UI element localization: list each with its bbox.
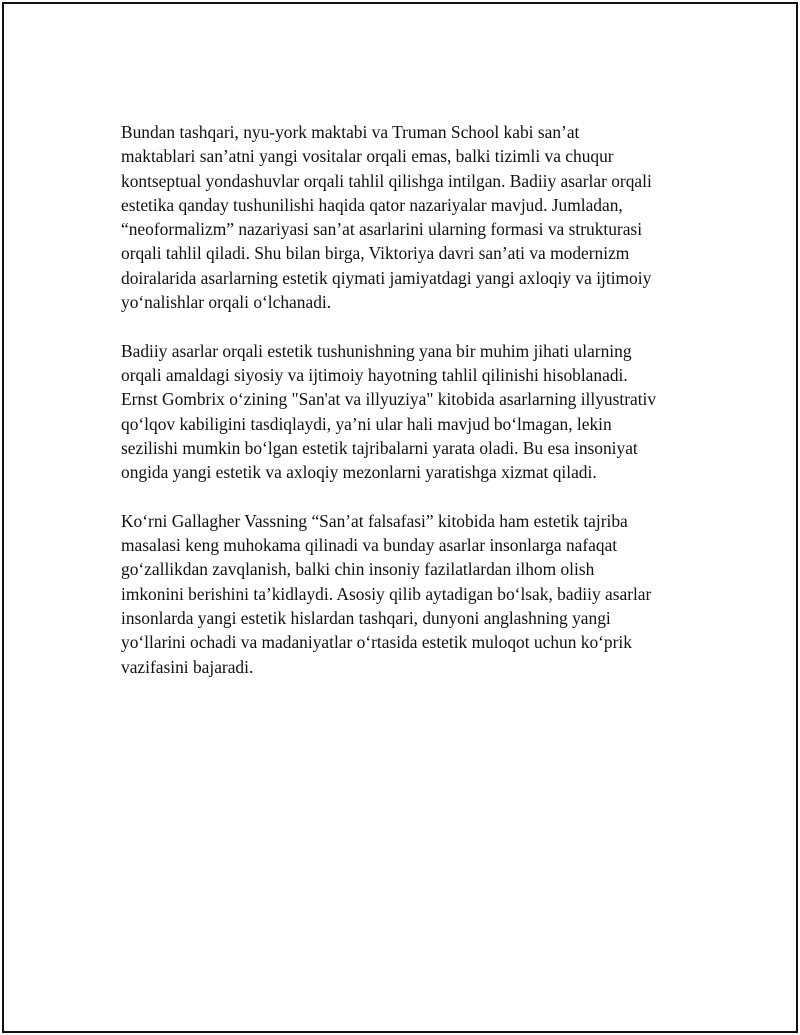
- paragraph-2: [121, 339, 691, 485]
- document-body: [121, 120, 691, 703]
- text-line: orqali amaldagi siyosiy va ijtimoiy hayotning tahlil qilinishi hisoblanadi.: [121, 364, 628, 385]
- text-line: doiralarida asarlarning estetik qiymati jamiyatdagi yangi axloqiy va ijtimoiy: [121, 267, 652, 288]
- text-line: yo‘llarini ochadi va madaniyatlar o‘rtasida estetik muloqot uchun ko‘prik: [121, 632, 632, 653]
- paragraph-1: [121, 120, 691, 314]
- text-line: Ernst Gombrix o‘zining "San'at va illyuziya" kitobida asarlarning illyustrativ: [121, 389, 657, 410]
- text-line: vazifasini bajaradi.: [121, 656, 254, 677]
- text-line: imkonini berishini ta’kidlaydi. Asosiy qilib aytadigan bo‘lsak, badiiy asarlar: [121, 583, 652, 604]
- text-line: “neoformalizm” nazariyasi san’at asarlarini ularning formasi va strukturasi: [121, 219, 643, 240]
- text-line: go‘zallikdan zavqlanish, balki chin insoniy fazilatlardan ilhom olish: [121, 559, 595, 580]
- text-line: estetika qanday tushunilishi haqida qator nazariyalar mavjud. Jumladan,: [121, 194, 623, 215]
- document-page: [2, 2, 798, 1033]
- text-line: insonlarda yangi estetik hislardan tashqari, dunyoni anglashning yangi: [121, 607, 611, 628]
- text-line: maktablari san’atni yangi vositalar orqali emas, balki tizimli va chuqur: [121, 146, 614, 167]
- text-line: orqali tahlil qiladi. Shu bilan birga, Viktoriya davri san’ati va modernizm: [121, 243, 630, 264]
- text-line: masalasi keng muhokama qilinadi va bunday asarlar insonlarga nafaqat: [121, 535, 618, 556]
- paragraph-3: [121, 509, 691, 679]
- text-line: qo‘lqov kabiligini tasdiqlaydi, ya’ni ular hali mavjud bo‘lmagan, lekin: [121, 413, 612, 434]
- text-line: ongida yangi estetik va axloqiy mezonlarni yaratishga xizmat qiladi.: [121, 462, 597, 483]
- text-line: yo‘nalishlar orqali o‘lchanadi.: [121, 292, 332, 313]
- text-line: Ko‘rni Gallagher Vassning “San’at falsafasi” kitobida ham estetik tajriba: [121, 510, 628, 531]
- text-line: Badiiy asarlar orqali estetik tushunishning yana bir muhim jihati ularning: [121, 340, 632, 361]
- text-line: Bundan tashqari, nyu-york maktabi va Truman School kabi san’at: [121, 122, 580, 142]
- text-line: sezilishi mumkin bo‘lgan estetik tajribalarni yarata oladi. Bu esa insoniyat: [121, 437, 638, 458]
- text-line: kontseptual yondashuvlar orqali tahlil qilishga intilgan. Badiiy asarlar orqali: [121, 170, 652, 191]
